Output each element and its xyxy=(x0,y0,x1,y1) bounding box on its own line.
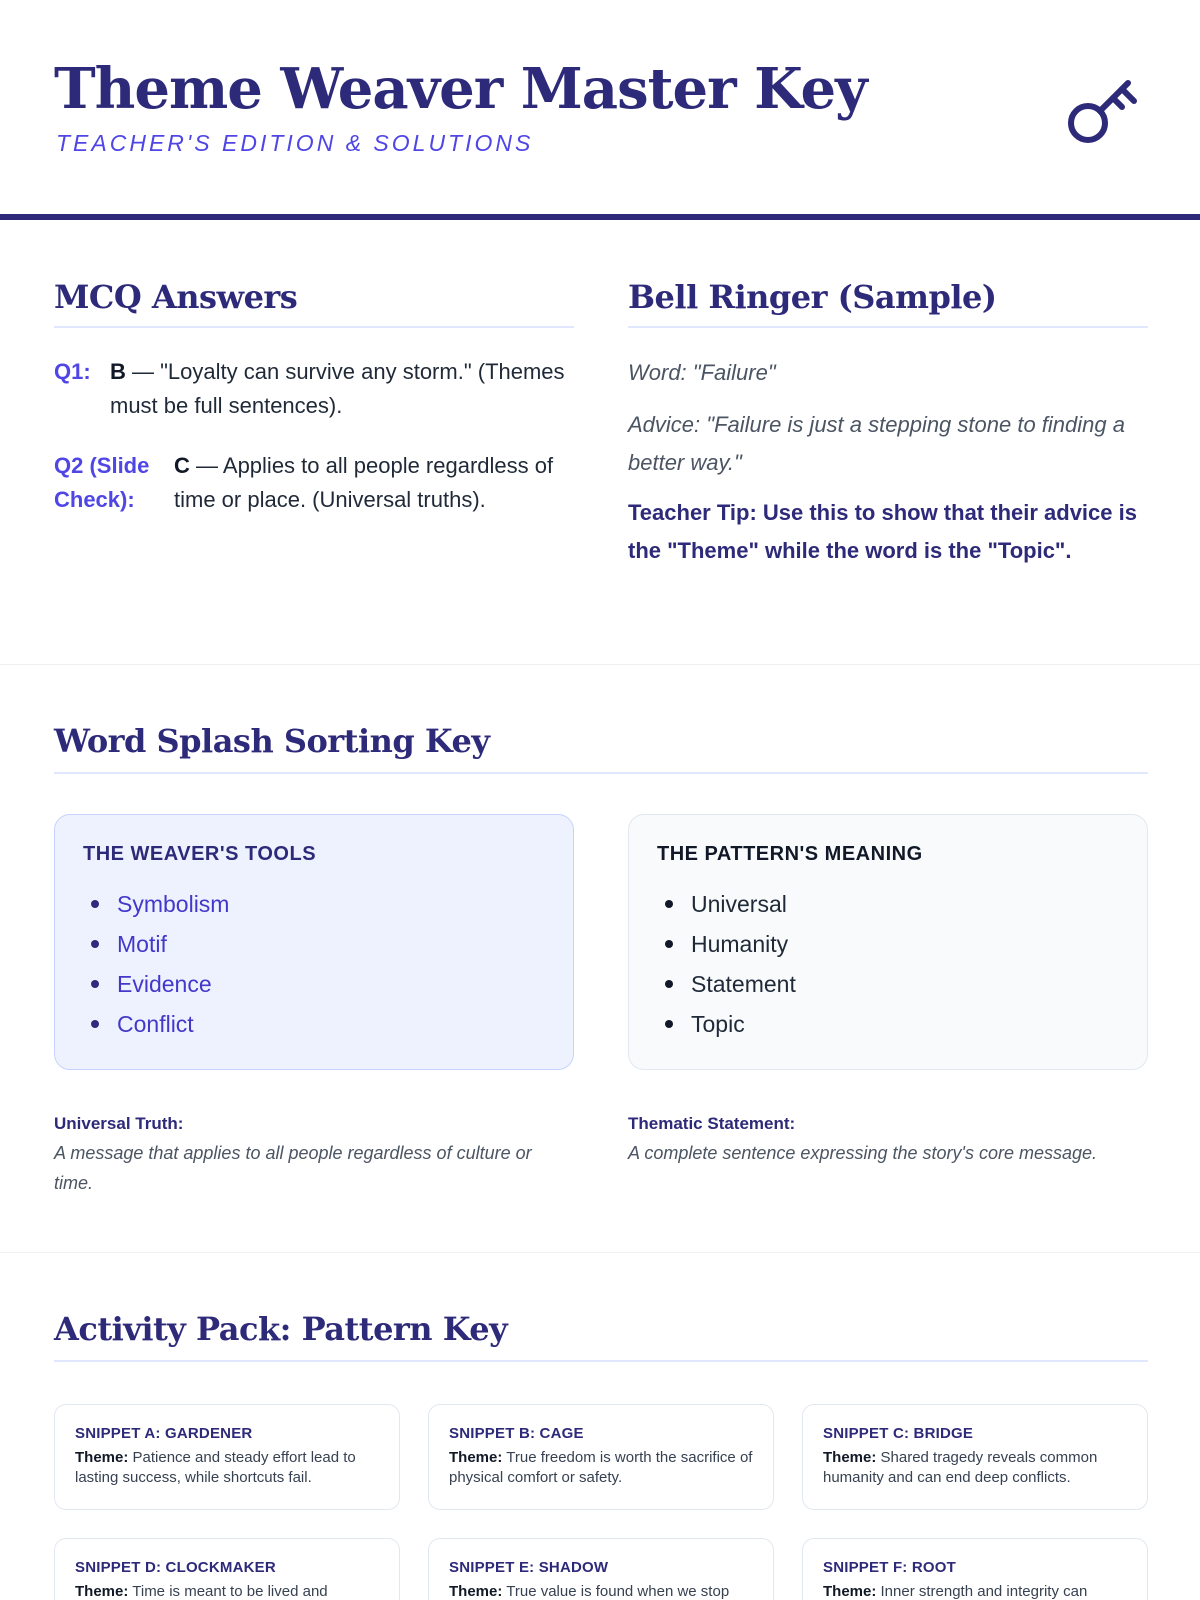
snippet-theme xyxy=(75,1582,379,1600)
universal-truth-term: Universal Truth: xyxy=(54,1114,184,1133)
teacher-tip: Teacher Tip: Use this to show that their advice is the "Theme" while the word is the "Topic". xyxy=(628,500,1137,563)
snippet-title: SNIPPET F: ROOT xyxy=(823,1559,957,1576)
snippet-card-b xyxy=(428,1404,774,1510)
snippet-card-d xyxy=(54,1538,400,1600)
bell-ringer-word: Word: "Failure" xyxy=(628,360,776,385)
snippet-title: SNIPPET A: GARDENER xyxy=(75,1425,253,1442)
snippet-theme xyxy=(449,1582,753,1600)
snippet-title: SNIPPET C: BRIDGE xyxy=(823,1425,974,1442)
theme-label: Theme: xyxy=(75,1583,129,1600)
patterns-meaning-list xyxy=(657,884,1119,1044)
snippet-title: SNIPPET D: CLOCKMAKER xyxy=(75,1559,276,1576)
q2-text: — Applies to all people regardless of time or place. (Universal truths). xyxy=(174,453,554,512)
universal-truth-definition: A message that applies to all people regardless of culture or time. xyxy=(54,1143,532,1193)
snippet-text: Shared tragedy reveals common humanity and can end deep conflicts. xyxy=(823,1449,1098,1486)
theme-label: Theme: xyxy=(75,1449,129,1466)
mcq-divider xyxy=(54,326,574,328)
page-subtitle: TEACHER'S EDITION & SOLUTIONS xyxy=(56,130,534,156)
list-item: Conflict xyxy=(83,1004,545,1044)
weavers-tools-box xyxy=(54,814,574,1070)
section-separator xyxy=(0,1252,1200,1253)
list-item: Statement xyxy=(657,964,1119,1004)
weavers-tools-title: THE WEAVER'S TOOLS xyxy=(83,843,317,865)
patterns-meaning-box xyxy=(628,814,1148,1070)
snippet-text: Time is meant to be lived and xyxy=(132,1583,328,1600)
page-header xyxy=(0,0,1200,220)
theme-label: Theme: xyxy=(823,1449,877,1466)
bell-ringer-heading: Bell Ringer (Sample) xyxy=(628,278,997,316)
snippet-theme xyxy=(823,1582,1127,1600)
snippet-card-c xyxy=(802,1404,1148,1510)
q1-answer xyxy=(110,355,574,423)
theme-label: Theme: xyxy=(823,1583,877,1600)
snippet-theme xyxy=(823,1448,1127,1488)
theme-label: Theme: xyxy=(449,1449,503,1466)
word-splash-divider xyxy=(54,772,1148,774)
activity-heading: Activity Pack: Pattern Key xyxy=(54,1310,508,1348)
mcq-heading: MCQ Answers xyxy=(54,278,298,316)
snippet-card-e xyxy=(428,1538,774,1600)
weavers-tools-list xyxy=(83,884,545,1044)
q1-choice: B xyxy=(110,359,126,384)
bell-ringer-advice: Advice: "Failure is just a stepping stone to finding a better way." xyxy=(628,412,1125,475)
snippet-text: Patience and steady effort lead to lasting success, while shortcuts fail. xyxy=(75,1449,356,1486)
bell-ringer-divider xyxy=(628,326,1148,328)
snippet-text: True value is found when we stop xyxy=(506,1583,730,1600)
snippet-theme xyxy=(75,1448,379,1488)
snippet-card-a xyxy=(54,1404,400,1510)
q1-text: — "Loyalty can survive any storm." (Themes must be full sentences). xyxy=(110,359,565,418)
list-item: Universal xyxy=(657,884,1119,924)
word-splash-heading: Word Splash Sorting Key xyxy=(54,722,490,760)
section-separator xyxy=(0,664,1200,665)
list-item: Evidence xyxy=(83,964,545,1004)
snippet-title: SNIPPET E: SHADOW xyxy=(449,1559,609,1576)
snippet-title: SNIPPET B: CAGE xyxy=(449,1425,584,1442)
snippet-card-f xyxy=(802,1538,1148,1600)
snippet-text: True freedom is worth the sacrifice of physical comfort or safety. xyxy=(449,1449,753,1486)
list-item: Symbolism xyxy=(83,884,545,924)
activity-divider xyxy=(54,1360,1148,1362)
key-icon xyxy=(1066,72,1146,152)
patterns-meaning-title: THE PATTERN'S MEANING xyxy=(657,843,923,865)
theme-label: Theme: xyxy=(449,1583,503,1600)
snippet-text: Inner strength and integrity can xyxy=(880,1583,1088,1600)
list-item: Motif xyxy=(83,924,545,964)
snippet-theme xyxy=(449,1448,753,1488)
q2-choice: C xyxy=(174,453,190,478)
list-item: Topic xyxy=(657,1004,1119,1044)
q2-label: Q2 (Slide Check): xyxy=(54,453,150,512)
list-item: Humanity xyxy=(657,924,1119,964)
thematic-statement-definition: A complete sentence expressing the story's core message. xyxy=(628,1143,1098,1163)
q1-label: Q1: xyxy=(54,359,91,384)
q2-answer xyxy=(174,449,574,517)
thematic-statement-term: Thematic Statement: xyxy=(628,1114,796,1133)
page-title: Theme Weaver Master Key xyxy=(54,56,867,122)
